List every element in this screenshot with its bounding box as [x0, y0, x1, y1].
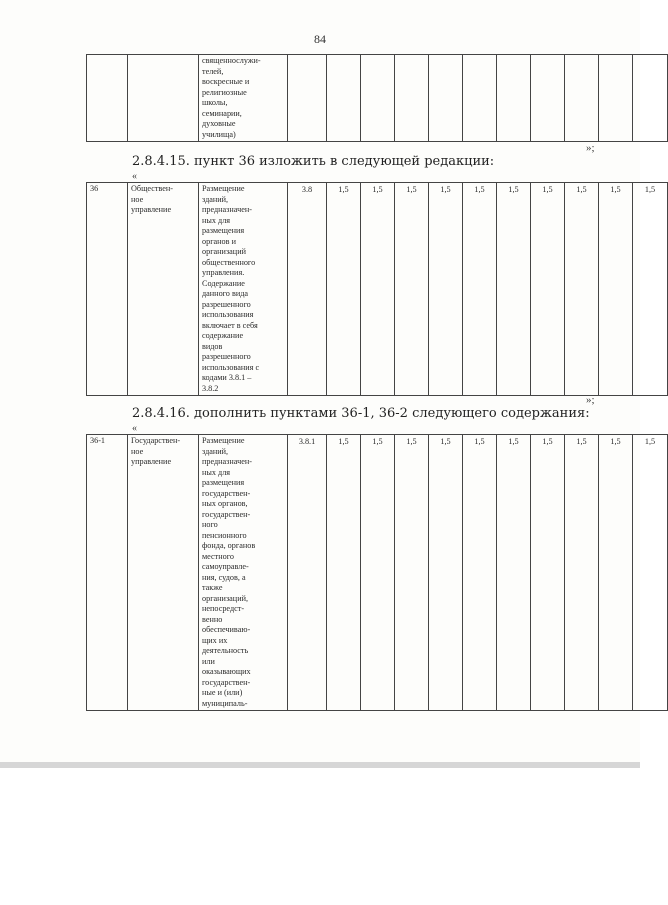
cell-value: 1,5 — [633, 183, 668, 396]
cell-name: Государствен- ное управление — [128, 435, 199, 711]
cell-name — [128, 55, 199, 142]
cell-value — [599, 55, 633, 142]
cell-value: 1,5 — [395, 183, 429, 396]
cell-value: 1,5 — [565, 183, 599, 396]
cell-value — [395, 55, 429, 142]
cell-value: 1,5 — [599, 435, 633, 711]
cell-value: 1,5 — [463, 435, 497, 711]
cell-value — [429, 55, 463, 142]
cell-value: 1,5 — [497, 435, 531, 711]
cell-value — [327, 55, 361, 142]
cell-value — [531, 55, 565, 142]
cell-value: 1,5 — [565, 435, 599, 711]
cell-number — [87, 55, 128, 142]
cell-description: Размещение зданий, предназначен- ных для размещения органов и организаций общественного управления. Содержание данного вида разрешенного использования включает в себя содержание видов разрешенного использования с кодами 3.8.1 – 3.8.2 — [199, 183, 288, 396]
cell-number: 36 — [87, 183, 128, 396]
cell-value — [497, 55, 531, 142]
cell-code: 3.8.1 — [288, 435, 327, 711]
section-heading-2-8-4-15: 2.8.4.15. пункт 36 изложить в следующей редакции: — [132, 154, 495, 169]
cell-value: 1,5 — [633, 435, 668, 711]
cell-value: 1,5 — [599, 183, 633, 396]
opening-quote-1: « — [132, 171, 137, 182]
cell-description: священнослужи- телей, воскресные и религиозные школы, семинарии, духовные училища) — [199, 55, 288, 142]
cell-value — [565, 55, 599, 142]
table-row — [87, 183, 668, 396]
cell-code: 3.8 — [288, 183, 327, 396]
page-number: 84 — [314, 32, 326, 46]
section-heading-2-8-4-16: 2.8.4.16. дополнить пунктами 36-1, 36-2 следующего содержания: — [132, 406, 590, 421]
cell-value — [463, 55, 497, 142]
cell-number: 36-1 — [87, 435, 128, 711]
opening-quote-2: « — [132, 423, 137, 434]
table-row — [87, 435, 668, 711]
cell-name: Обществен- ное управление — [128, 183, 199, 396]
cell-value: 1,5 — [361, 183, 395, 396]
cell-value: 1,5 — [327, 435, 361, 711]
cell-value — [361, 55, 395, 142]
table-item-36 — [86, 182, 668, 396]
closing-quote-1: »; — [586, 142, 595, 154]
cell-value — [633, 55, 668, 142]
cell-value: 1,5 — [327, 183, 361, 396]
cell-value: 1,5 — [361, 435, 395, 711]
table-item-36-1 — [86, 434, 668, 711]
cell-value: 1,5 — [531, 183, 565, 396]
closing-quote-2: »; — [586, 394, 595, 406]
cell-code — [288, 55, 327, 142]
cell-value: 1,5 — [395, 435, 429, 711]
cell-description: Размещение зданий, предназначен- ных для размещения государствен- ных органов, государствен- ного пенсионного фонда, органов местного самоуправле- ния, судов, а также организаций, непосредст- венно обеспечиваю- щих их деятельность или оказывающих государствен- ные и (или) муниципаль- — [199, 435, 288, 711]
cell-value: 1,5 — [497, 183, 531, 396]
table-continuation — [86, 54, 668, 142]
cell-value: 1,5 — [463, 183, 497, 396]
cell-value: 1,5 — [429, 435, 463, 711]
table-row — [87, 55, 668, 142]
cell-value: 1,5 — [429, 183, 463, 396]
cell-value: 1,5 — [531, 435, 565, 711]
